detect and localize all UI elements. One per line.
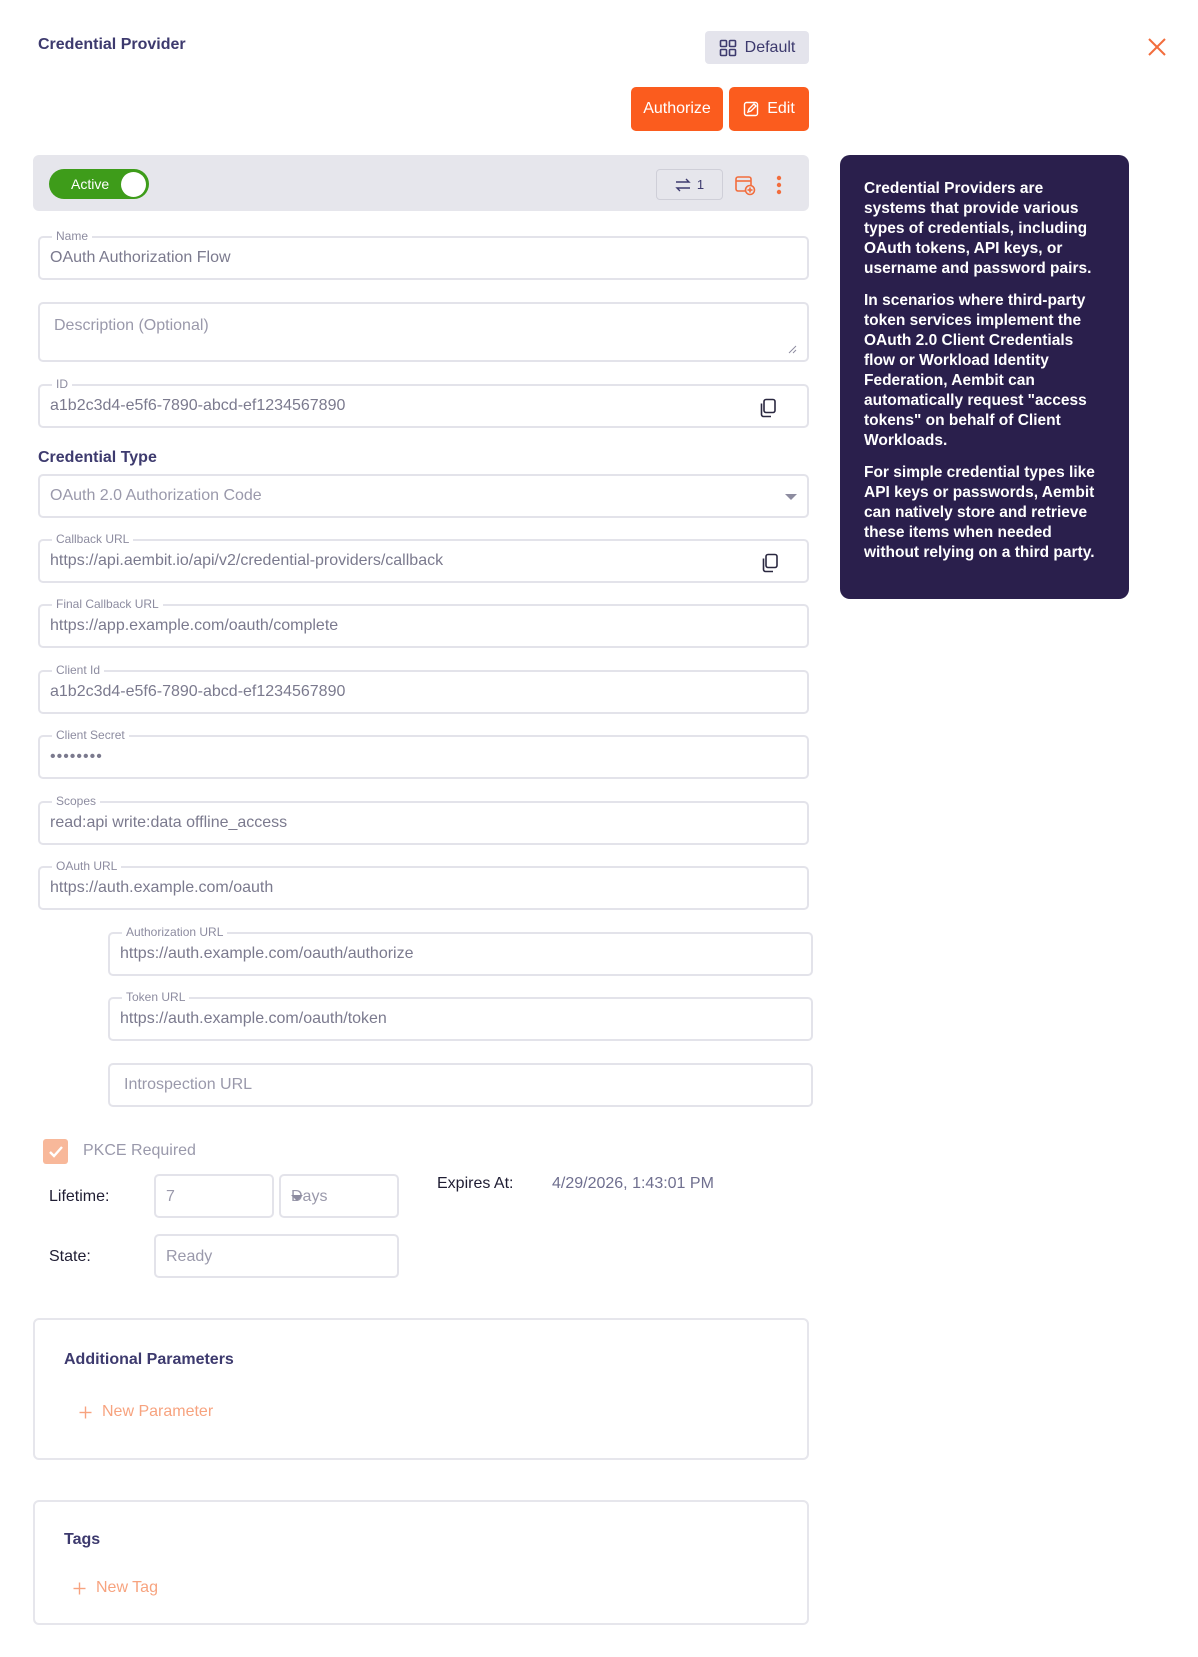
oauth-url-value: https://auth.example.com/oauth [50, 879, 274, 896]
resize-handle-icon[interactable] [788, 345, 797, 354]
oauth-url-field[interactable] [38, 859, 809, 910]
new-tag-label: New Tag [96, 1579, 158, 1596]
info-paragraph: For simple credential types like API keys or passwords, Aembit can natively store and retrieve these items when needed without relying on a third party. [864, 464, 1095, 561]
authorize-button[interactable] [631, 87, 723, 131]
id-field[interactable] [38, 377, 809, 428]
name-field[interactable] [38, 229, 809, 280]
id-value: a1b2c3d4-e5f6-7890-abcd-ef1234567890 [50, 397, 346, 414]
info-panel [840, 155, 1129, 599]
additional-parameters-card [33, 1318, 809, 1460]
authorization-url-field[interactable] [108, 925, 813, 976]
description-field[interactable] [38, 302, 809, 362]
check-icon [48, 1145, 64, 1159]
more-options-icon[interactable] [772, 174, 786, 196]
expires-label: Expires At: [437, 1175, 514, 1192]
state-input[interactable] [154, 1234, 399, 1278]
oauth-url-label: OAuth URL [52, 859, 121, 873]
view-default-button[interactable] [705, 31, 809, 64]
credential-type-heading: Credential Type [38, 449, 157, 466]
token-url-field[interactable] [108, 990, 813, 1041]
client-id-field[interactable] [38, 663, 809, 714]
page-title: Credential Provider [38, 36, 186, 53]
plus-icon [79, 1406, 92, 1419]
token-url-value: https://auth.example.com/oauth/token [120, 1010, 387, 1027]
introspection-url-field[interactable] [108, 1063, 813, 1107]
client-id-label: Client Id [52, 663, 104, 677]
tags-card [33, 1500, 809, 1625]
callback-url-value: https://api.aembit.io/api/v2/credential-providers/callback [50, 552, 444, 569]
plus-icon [73, 1582, 86, 1595]
grid-icon [719, 39, 737, 57]
copy-icon[interactable] [759, 552, 781, 574]
state-value: Ready [166, 1248, 213, 1265]
client-secret-field[interactable] [38, 728, 809, 779]
new-tag-button[interactable] [73, 1579, 158, 1597]
active-toggle-label: Active [71, 176, 110, 192]
introspection-url-placeholder: Introspection URL [124, 1076, 253, 1093]
scopes-value: read:api write:data offline_access [50, 814, 288, 831]
sync-count: 1 [696, 177, 705, 192]
id-label: ID [52, 377, 72, 391]
lifetime-unit-value: Days [291, 1188, 328, 1205]
pkce-checkbox[interactable] [43, 1139, 68, 1164]
sync-chip[interactable] [656, 169, 723, 200]
credential-type-value: OAuth 2.0 Authorization Code [50, 487, 262, 504]
authorization-url-label: Authorization URL [122, 925, 227, 939]
lifetime-value: 7 [166, 1188, 175, 1205]
expires-value: 4/29/2026, 1:43:01 PM [552, 1175, 714, 1192]
name-label: Name [52, 229, 92, 243]
pkce-label: PKCE Required [83, 1142, 196, 1159]
toggle-knob [121, 172, 146, 197]
lifetime-unit-select[interactable] [279, 1174, 399, 1218]
new-parameter-button[interactable] [79, 1403, 213, 1421]
client-secret-label: Client Secret [52, 728, 129, 742]
calendar-add-icon[interactable] [734, 174, 756, 196]
description-placeholder: Description (Optional) [54, 317, 209, 334]
authorize-label: Authorize [643, 100, 711, 117]
additional-parameters-title: Additional Parameters [64, 1351, 234, 1368]
token-url-label: Token URL [122, 990, 189, 1004]
tags-title: Tags [64, 1531, 101, 1548]
scopes-field[interactable] [38, 794, 809, 845]
info-paragraph: Credential Providers are systems that provide various types of credentials, including OAuth tokens, API keys, or username and password pairs. [864, 180, 1092, 277]
callback-url-label: Callback URL [52, 532, 133, 546]
lifetime-label: Lifetime: [49, 1188, 110, 1205]
swap-icon [675, 178, 691, 192]
edit-icon [743, 101, 759, 117]
view-default-label: Default [744, 38, 796, 56]
client-secret-value: •••••••• [50, 748, 103, 765]
credential-type-select[interactable] [38, 474, 809, 518]
final-callback-url-value: https://app.example.com/oauth/complete [50, 617, 339, 634]
new-parameter-label: New Parameter [102, 1403, 214, 1420]
lifetime-input[interactable] [154, 1174, 274, 1218]
authorization-url-value: https://auth.example.com/oauth/authorize [120, 945, 414, 962]
final-callback-url-label: Final Callback URL [52, 597, 163, 611]
edit-button[interactable] [729, 87, 809, 131]
chevron-down-icon [291, 1195, 303, 1201]
chevron-down-icon [785, 494, 797, 500]
copy-icon[interactable] [757, 397, 779, 419]
info-paragraph: In scenarios where third-party token services implement the OAuth 2.0 Client Credentials flow or Workload Identity Federation, Aembit can automatically request "access tokens" on behalf of Client Workloads. [864, 292, 1087, 449]
final-callback-url-field[interactable] [38, 597, 809, 648]
close-icon[interactable] [1146, 36, 1168, 58]
callback-url-field[interactable] [38, 532, 809, 583]
state-label: State: [49, 1248, 91, 1265]
edit-label: Edit [767, 100, 795, 117]
scopes-label: Scopes [52, 794, 100, 808]
name-value: OAuth Authorization Flow [50, 249, 231, 266]
client-id-value: a1b2c3d4-e5f6-7890-abcd-ef1234567890 [50, 683, 346, 700]
